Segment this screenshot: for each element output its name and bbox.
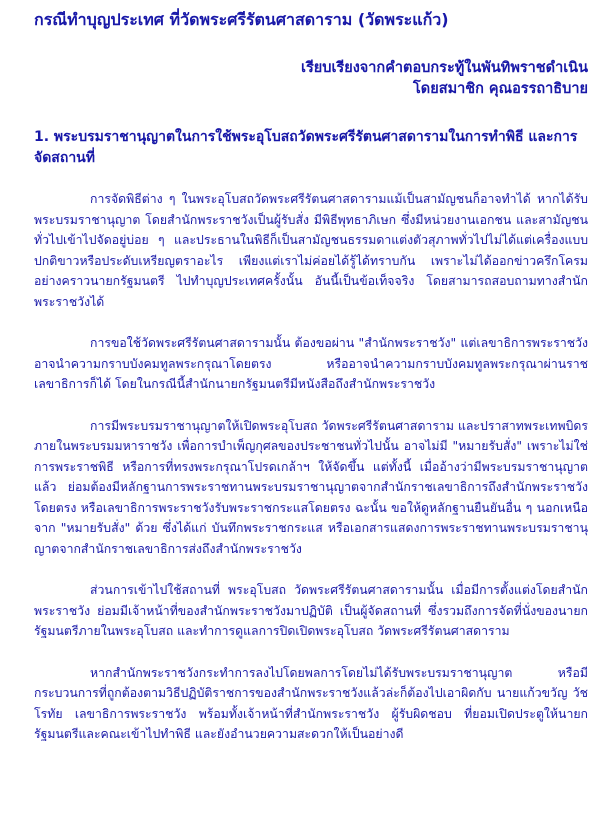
body-paragraph-5: หากสำนักพระราชวังกระทำการลงไปโดยพลการโดยไม่ได้รับพระบรมราชานุญาต หรือมีกระบวนการที่ถูกต้องตามวิธีปฏิบัติราชการของสำนักพระราชวังแล้วล่ะก็ต้องไปเอาผิดกับ นายแก้วขวัญ วัชโรทัย เลขาธิการพระราชวัง พร้อมทั้งเจ้าหน้าที่สำนักพระราชวัง ผู้รับผิดชอบ ที่ยอมเปิดประตูให้นายกรัฐมนตรีและคณะเข้าไปทำพิธี และยังอำนวยความสะดวกให้เป็นอย่างดี bbox=[34, 665, 588, 741]
body-paragraph-2: การขอใช้วัดพระศรีรัตนศาสดารามนั้น ต้องขอผ่าน "สำนักพระราชวัง" แต่เลขาธิการพระราชวังอาจนำความกราบบังคมทูลพระกรุณาโดยตรง หรืออาจนำความกราบบังคมทูลพระกรุณาผ่านราชเลขาธิการก็ได้ โดยในกรณีนี้สำนักนายกรัฐมนตรีมีหนังสือถึงสำนักพระราชวัง bbox=[34, 336, 588, 391]
byline bbox=[34, 58, 588, 100]
body-paragraph-4: ส่วนการเข้าไปใช้สถานที่ พระอุโบสถ วัดพระศรีรัตนศาสดารามนั้น เมื่อมีการตั้งแต่งโดยสำนักพระราชวัง ย่อมมีเจ้าหน้าที่ของสำนักพระราชวังมาปฏิบัติ เป็นผู้จัดสถานที่ ซึ่งรวมถึงการจัดที่นั่งของนายกรัฐมนตรีภายในพระอุโบสถ และทำการดูแลการปิดเปิดพระอุโบสถ วัดพระศรีรัตนศาสดาราม bbox=[34, 583, 588, 638]
body-paragraph-1: การจัดพิธีต่าง ๆ ในพระอุโบสถวัดพระศรีรัตนศาสดารามแม้เป็นสามัญชนก็อาจทำได้ หากได้รับพระบรมราชานุญาต โดยสำนักพระราชวังเป็นผู้รับสั่ง มีพิธีพุทธาภิเษก ซึ่งมีหน่วยงานเอกชน และสามัญชนทั่วไปเข้าไปจัดอยู่บ่อย ๆ และประธานในพิธีก็เป็นสามัญชนธรรมดาแต่งตัวสุภาพทั่วไปไม่ได้แต่เครื่องแบบปกติขาวหรือประดับเหรียญตราอะไร เพียงแต่เราไม่ค่อยได้รู้ได้ทราบกัน เพราะไม่ได้ออกข่าวครึกโครมอย่างคราวนายกรัฐมนตรี ไปทำบุญประเทศครั้งนั้น อันนี้เป็นข้อเท็จจริง โดยสามารถสอบถามทางสำนักพระราชวังได้ bbox=[34, 192, 588, 309]
document-title: กรณีทำบุญประเทศ ที่วัดพระศรีรัตนศาสดาราม (วัดพระแก้ว) bbox=[34, 10, 449, 29]
byline-author: โดยสมาชิก คุณอรรถาธิบาย bbox=[413, 81, 588, 97]
byline-source: เรียบเรียงจากคำตอบกระทู้ในพันทิพราชดำเนิน bbox=[301, 60, 588, 76]
section-heading: 1. พระบรมราชานุญาตในการใช้พระอุโบสถวัดพระศรีรัตนศาสดารามในการทำพิธี และการจัดสถานที่ bbox=[34, 129, 578, 166]
body-paragraph-3: การมีพระบรมราชานุญาตให้เปิดพระอุโบสถ วัดพระศรีรัตนศาสดาราม และปราสาทพระเทพบิดรภายในพระบรมมหาราชวัง เพื่อการบำเพ็ญกุศลของประชาชนทั่วไปนั้น อาจไม่มี "หมายรับสั่ง" เพราะไม่ใช่การพระราชพิธี หรือการที่ทรงพระกรุณาโปรดเกล้าฯ ให้จัดขึ้น แต่ทั้งนี้ เมื่ออ้างว่ามีพระบรมราชานุญาตแล้ว ย่อมต้องมีหลักฐานการพระราชทานพระบรมราชานุญาตจากสำนักราชเลขาธิการถึงสำนักพระราชวังโดยตรง หรือเลขาธิการพระราชวังรับพระราชกระแสโดยตรง ฉะนั้น ขอให้ดูหลักฐานยืนยันอื่น ๆ นอกเหนือจาก "หมายรับสั่ง" ด้วย ซึ่งได้แก่ บันทึกพระราชกระแส หรือเอกสารแสดงการพระราชทานพระบรมราชานุญาตจากสำนักราชเลขาธิการส่งถึงสำนักพระราชวัง bbox=[34, 418, 588, 556]
